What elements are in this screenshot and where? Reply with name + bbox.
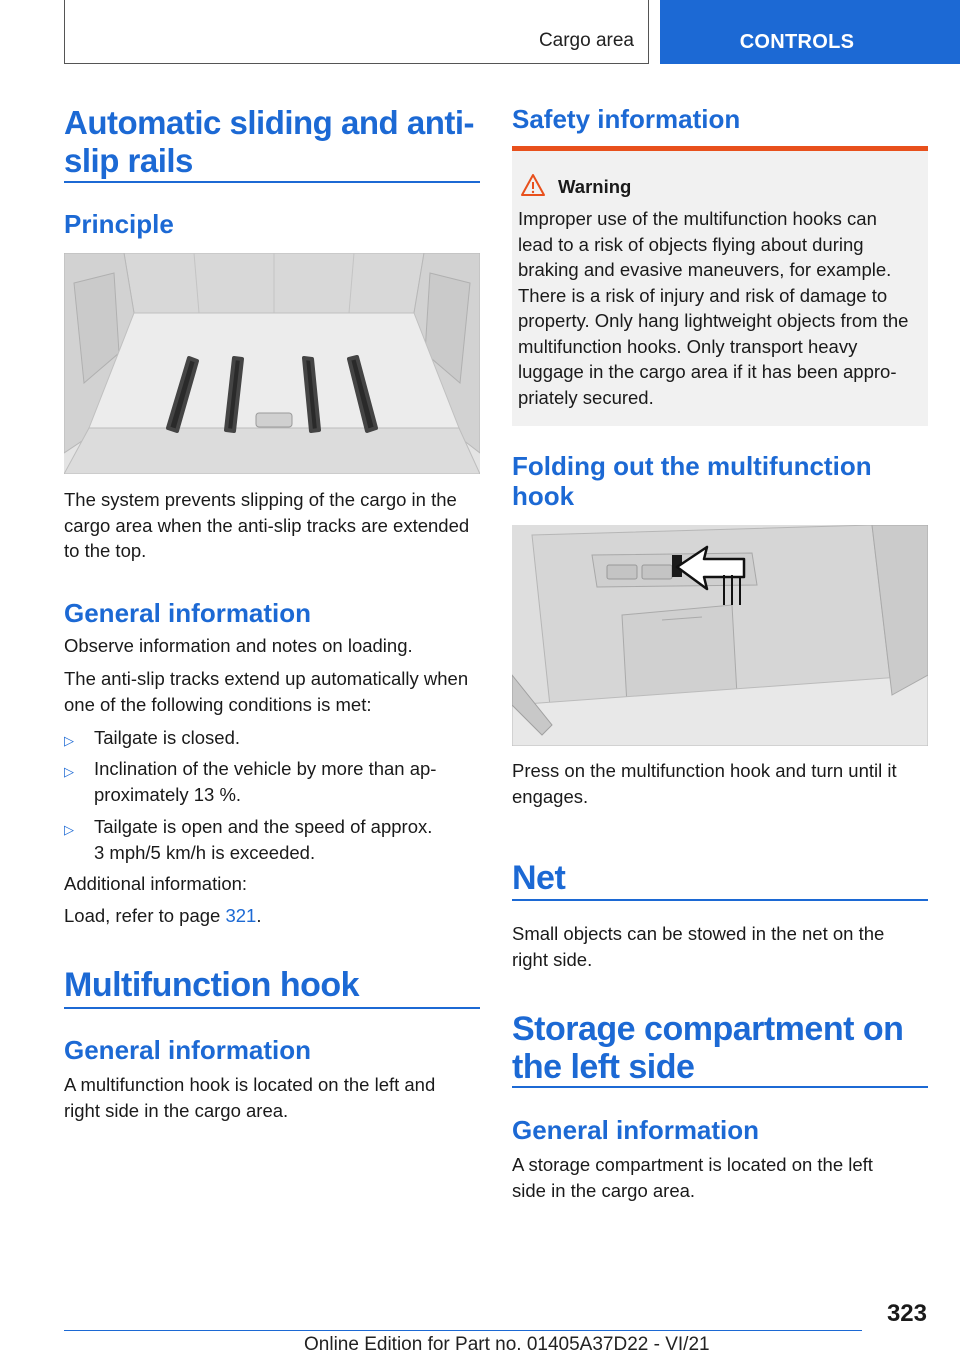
condition-item bbox=[64, 725, 484, 751]
cargo-floor-figure bbox=[64, 253, 480, 474]
condition-text-cont: proximately 13 %. bbox=[94, 783, 242, 805]
warning-box bbox=[512, 146, 928, 426]
page-link-321[interactable]: 321 bbox=[225, 905, 257, 926]
multifunction-hook-illustration bbox=[512, 525, 928, 746]
folding-heading-line2: hook bbox=[512, 481, 575, 511]
general-info-p1: Observe information and notes on loading. bbox=[64, 635, 413, 656]
load-reference bbox=[64, 903, 262, 929]
principle-heading: Principle bbox=[64, 209, 174, 239]
general-info-heading: General information bbox=[64, 598, 312, 628]
multifunction-hook-figure bbox=[512, 525, 928, 746]
section-title-sliding-rails bbox=[64, 104, 484, 180]
header-section-title: Cargo area bbox=[538, 30, 634, 51]
net-text: Small objects can be stowed in the net on the right side. bbox=[512, 923, 885, 970]
section-title-line2: slip rails bbox=[64, 142, 193, 179]
bullet-triangle-icon: ▷ bbox=[64, 733, 74, 748]
condition-item bbox=[64, 756, 484, 807]
principle-text: The system prevents slipping of the cargo in the cargo area when the anti-slip tracks are extended to the top. bbox=[64, 489, 470, 561]
hook-general-heading: General information bbox=[64, 1035, 312, 1065]
folding-text: Press on the multifunction hook and turn until it engages. bbox=[512, 760, 897, 807]
additional-info-label: Additional information: bbox=[64, 873, 248, 894]
storage-general-heading: General information bbox=[512, 1115, 760, 1145]
section-rule bbox=[64, 181, 480, 183]
load-reference-suffix: . bbox=[256, 905, 262, 926]
footer-edition: Online Edition for Part no. 01405A37D22 - VI/21 bbox=[304, 1334, 710, 1355]
section-title-line1: Automatic sliding and anti‐ bbox=[64, 104, 475, 141]
storage-text: A storage compartment is located on the left side in the cargo area. bbox=[512, 1154, 873, 1201]
cargo-floor-illustration bbox=[64, 253, 480, 474]
footer-rule bbox=[64, 1330, 862, 1331]
condition-text: Inclination of the vehicle by more than ap‐ bbox=[94, 758, 437, 779]
warning-icon bbox=[520, 173, 546, 202]
warning-label: Warning bbox=[558, 176, 632, 197]
storage-title-line1: Storage compartment on bbox=[512, 1010, 904, 1048]
page-number: 323 bbox=[886, 1300, 927, 1327]
header-tab-controls[interactable]: CONTROLS bbox=[660, 0, 960, 64]
load-reference-prefix: Load, refer to page bbox=[64, 905, 226, 926]
safety-heading: Safety information bbox=[512, 104, 741, 134]
bullet-triangle-icon: ▷ bbox=[64, 764, 74, 779]
condition-text: Tailgate is closed. bbox=[94, 727, 241, 748]
folding-heading-line1: Folding out the multifunction bbox=[512, 451, 872, 481]
condition-item bbox=[64, 814, 484, 865]
warning-text: Improper use of the multifunction hooks can lead to a risk of objects flying about during braking and evasive maneuvers, for example. There is a risk of injury and risk of damage to property. Only hang lightweight objects from the multifunction hooks. Only transport heavy luggage in the cargo area if it has been appro‐ priately secured. bbox=[518, 208, 909, 408]
folding-heading bbox=[512, 451, 928, 511]
general-info-p2: The anti-slip tracks extend up automatically when one of the following conditions is met: bbox=[64, 668, 469, 715]
section-rule bbox=[64, 1007, 480, 1009]
storage-title bbox=[512, 1010, 932, 1086]
condition-text-cont: 3 mph/5 km/h is exceeded. bbox=[94, 841, 316, 863]
condition-text: Tailgate is open and the speed of approx. bbox=[94, 816, 433, 837]
multifunction-hook-title: Multifunction hook bbox=[64, 966, 360, 1004]
net-title: Net bbox=[512, 859, 566, 897]
hook-general-text: A multifunction hook is located on the left and right side in the cargo area. bbox=[64, 1074, 436, 1121]
bullet-triangle-icon: ▷ bbox=[64, 822, 74, 837]
section-rule bbox=[512, 1086, 928, 1088]
storage-title-line2: the left side bbox=[512, 1048, 695, 1086]
section-rule bbox=[512, 899, 928, 901]
